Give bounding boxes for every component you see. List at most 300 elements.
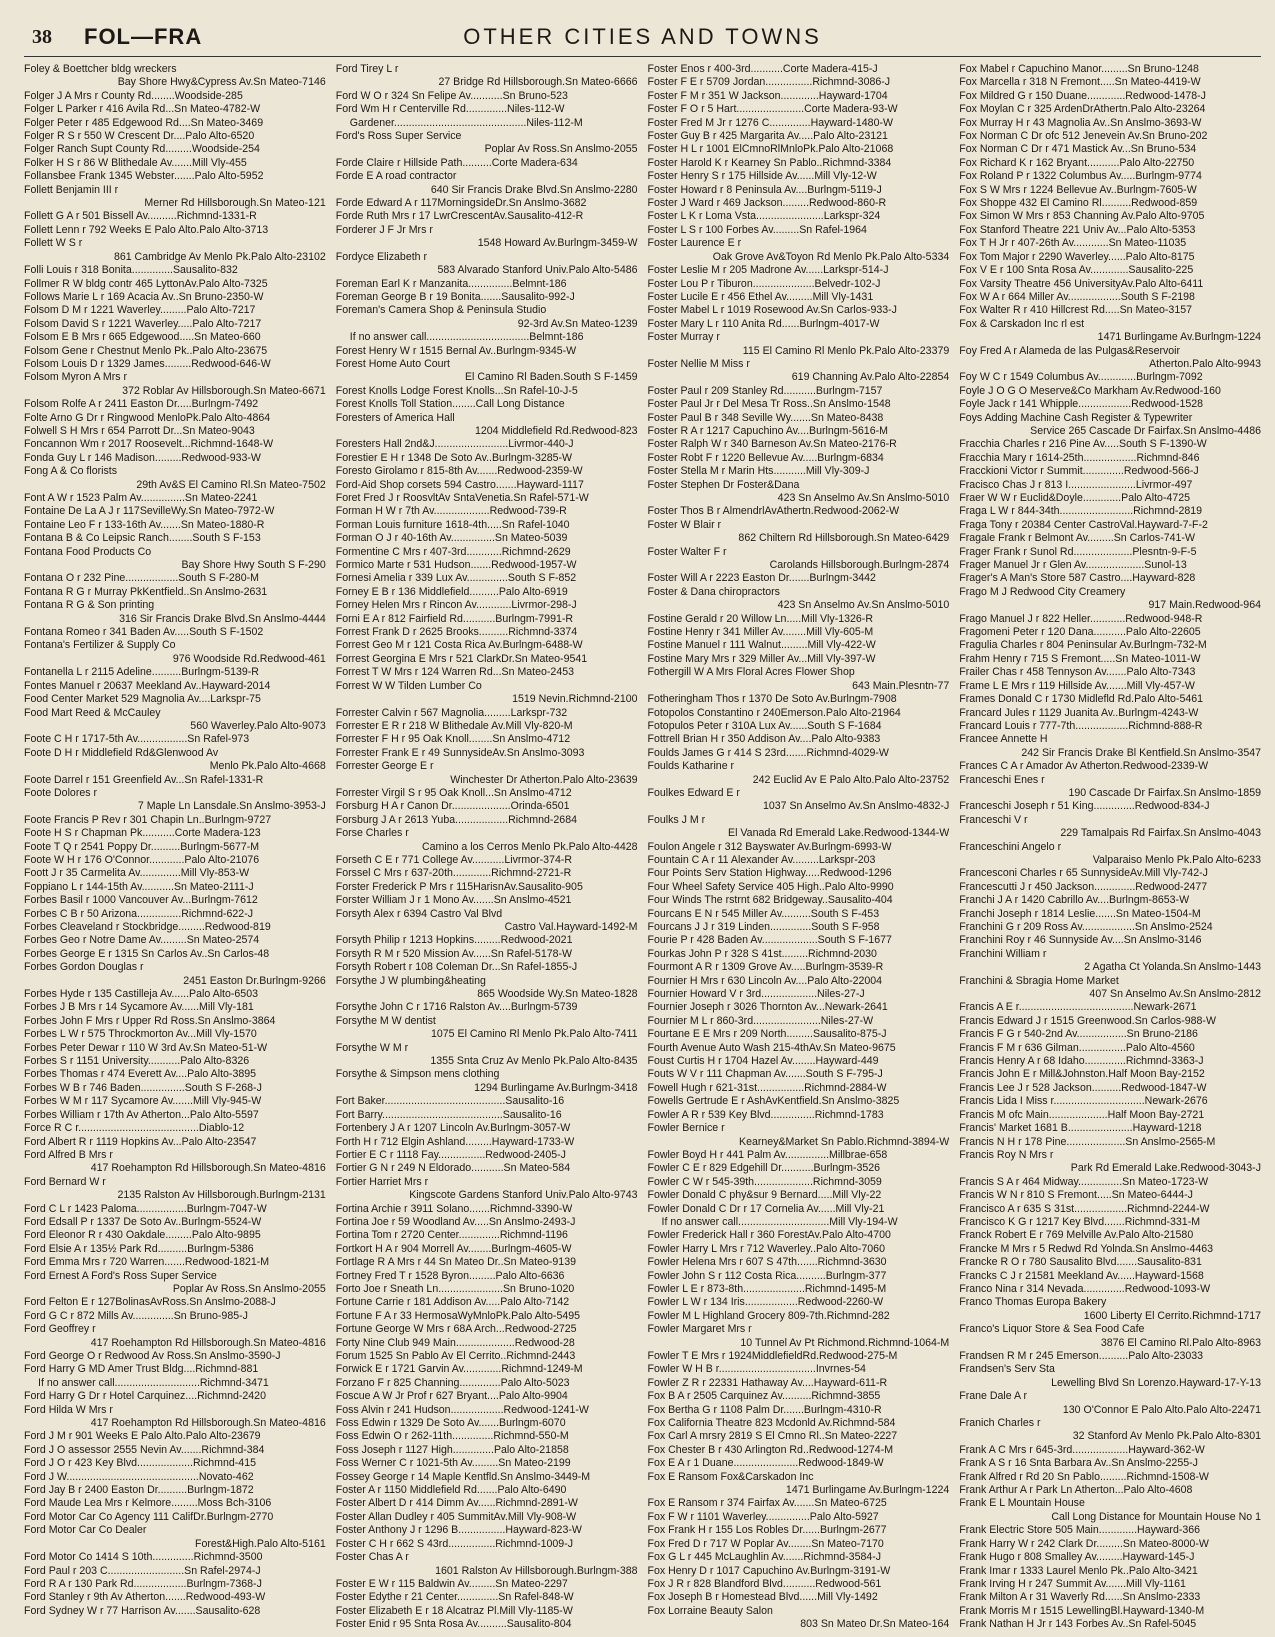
listing-address-line: 917 Main.Redwood-964 (1148, 599, 1261, 612)
listing-entry: Four Points Serv Station Highway.....Redwood-1296 (647, 867, 892, 880)
listing-entry: Foster Murray r (647, 331, 720, 344)
listing-entry: Forest Henry W r 1515 Bernal Av..Burlngm-9345-W (335, 344, 577, 357)
listing-entry: Francke M Mrs r 5 Redwd Rd Yolnda.Sn Anslmo-4463 (959, 1242, 1214, 1255)
listing-address-line: 1037 Sn Anselmo Av.Sn Anslmo-4832-J (762, 800, 950, 813)
listing-entry: Foresters Hall 2nd&J.........................Livrmor-440-J (335, 438, 574, 451)
listing-entry: Foster R A r 1217 Capuchino Av....Burlngm-5616-M (647, 424, 888, 437)
listing-entry: Fortlage R A Mrs r 44 Sn Mateo Dr..Sn Mateo-9139 (335, 1256, 576, 1269)
listing-entry: Fortina Joe r 59 Woodland Av.....Sn Anslmo-2493-J (335, 1215, 576, 1228)
listing-entry: Foley & Boettcher bldg wreckers (24, 63, 177, 75)
listing-entry: Ford's Ross Super Service (335, 130, 462, 143)
listing-entry: Fontana Romeo r 341 Baden Av.....South S F-1502 (24, 626, 264, 639)
listing-entry: Foster Laurence E r (647, 237, 742, 250)
listing-entry: Ford Wm H r Centerville Rd..............Niles-112-W (335, 103, 565, 116)
listing-entry: Francard Jules r 1129 Juanita Av..Burlngm-4243-W (959, 706, 1199, 719)
listing-entry: Fowell Hugh r 621-31st................Richmnd-2884-W (647, 1081, 887, 1094)
listing-address-line: 583 Alvarado Stanford Univ.Palo Alto-5486 (437, 264, 638, 277)
listing-address-line: Bay Shore Hwy South S F-290 (181, 559, 326, 572)
listing-entry: Forster Frederick P Mrs r 115HarisnAv.Sausalito-905 (335, 880, 583, 893)
listing-entry: Ford Hilda W Mrs r (24, 1403, 113, 1416)
listing-entry: Fox S W Mrs r 1224 Bellevue Av..Burlngm-7605-W (959, 183, 1197, 196)
listing-entry: Fordyce Elizabeth r (335, 250, 428, 263)
listing-entry: Fourtane E E Mrs r 209 North.........Sausalito-875-J (647, 1028, 887, 1041)
column-1 (24, 63, 326, 1632)
listing-entry: Franco Nina r 314 Nevada..............Redwood-1093-W (959, 1282, 1211, 1295)
listing-address-line: 229 Tamalpais Rd Fairfax.Sn Anslmo-4043 (1060, 827, 1261, 840)
listing-entry: Francis Henry A r 68 Idaho..............Richmnd-3363-J (959, 1055, 1204, 1068)
listing-entry: Foster Ralph W r 340 Barneson Av.Sn Mateo-2176-R (647, 438, 897, 451)
listing-address-line: 130 O'Connor E Palo Alto.Palo Alto-22471 (1062, 1403, 1261, 1416)
listing-entry: Francesconi Charles r 65 SunnysideAv.Mill Vly-742-J (959, 867, 1208, 880)
listing-entry: Frager Frank r Sunol Rd....................Plesntn-9-F-5 (959, 545, 1197, 558)
listing-entry: Foster J Ward r 469 Jackson.........Redwood-860-R (647, 197, 887, 210)
listing-entry: Foster Henry S r 175 Hillside Av......Mill Vly-12-W (647, 170, 877, 183)
listing-address-line: Forest&High.Palo Alto-5161 (195, 1537, 326, 1550)
listing-address-line: Kingscote Gardens Stanford Univ.Palo Alto-9743 (409, 1189, 638, 1202)
listing-entry: Four Wheel Safety Service 405 High..Palo Alto-9990 (647, 880, 894, 893)
listing-entry: Ford G C r 872 Mills Av..............Sn Bruno-985-J (24, 1309, 248, 1322)
listing-entry: Ford J W.............................................Novato-462 (24, 1470, 254, 1483)
listing-entry: Foresters of America Hall (335, 411, 455, 424)
listing-entry: Forney E B r 136 Middlefield..........Palo Alto-6919 (335, 585, 568, 598)
listing-entry: Fox Joseph B r Homestead Blvd......Mill Vly-1492 (647, 1591, 878, 1604)
listing-entry: Forrest Geo M r 121 Costa Rica Av.Burlngm-6488-W (335, 639, 583, 652)
listing-entry: Follett Benjamin III r (24, 183, 119, 196)
listing-address-line: 2 Agatha Ct Yolanda.Sn Anslmo-1443 (1084, 961, 1261, 974)
column-3 (648, 63, 950, 1632)
listing-entry: Foreman George B r 19 Bonita.......Sausalito-992-J (335, 290, 575, 303)
listing-entry: Fowler L W r 134 Iris..................Redwood-2260-W (647, 1296, 884, 1309)
listing-entry: Ford Alfred B Mrs r (24, 1148, 113, 1161)
listing-entry: Ford R A r 130 Park Rd..................Burlngm-7368-J (24, 1577, 262, 1590)
listing-entry: Frames Donald C r 1730 Midlefld Rd.Palo Alto-5461 (959, 693, 1204, 706)
page-title: OTHER CITIES AND TOWNS (463, 24, 822, 49)
listing-entry: Foote Darrel r 151 Greenfield Av...Sn Rafel-1331-R (24, 773, 264, 786)
listing-entry: Foster C H r 662 S 43rd................Richmnd-1009-J (335, 1537, 574, 1550)
listing-entry: Foster Lou P r Tiburon.....................Belvedr-102-J (647, 277, 881, 290)
listing-entry: Forman H W r 7th Av...................Redwood-739-R (335, 505, 567, 518)
listing-entry: Frane Dale A r (959, 1390, 1027, 1403)
listing-entry: Francis S A r 464 Midway...............Sn Mateo-1723-W (959, 1175, 1209, 1188)
listing-entry: Foster Albert D r 414 Dimm Av......Richmnd-2891-W (335, 1497, 578, 1510)
listing-entry: Fragomeni Peter r 120 Dana...........Palo Alto-22605 (959, 626, 1201, 639)
listing-entry: Francis N H r 178 Pine....................Sn Anslmo-2565-M (959, 1135, 1216, 1148)
listing-entry: Foster Leslie M r 205 Madrone Av......Larkspr-514-J (647, 264, 889, 277)
listing-entry: Foulds Katharine r (647, 760, 735, 773)
listing-entry: Fowler M L Highland Grocery 809-7th.Richmnd-282 (647, 1309, 890, 1322)
listing-entry: Forrest T W Mrs r 124 Warren Rd...Sn Mateo-2453 (335, 666, 574, 679)
listing-entry: Foote H S r Chapman Pk...........Corte Madera-123 (24, 827, 261, 840)
listing-entry: Foott J r 35 Carmelita Av..............Mill Vly-853-W (24, 867, 250, 880)
listing-address-line: Carolands Hillsborough.Burlngm-2874 (769, 559, 950, 572)
listing-entry: Fontaine De La A J r 117SevilleWy.Sn Mateo-7972-W (24, 505, 275, 518)
listing-entry: Forde Claire r Hillside Path..........Corte Madera-634 (335, 156, 578, 169)
listing-entry: Fortney Fred T r 1528 Byron.........Palo Alto-6636 (335, 1269, 565, 1282)
listing-entry: Forrest Georgina E Mrs r 521 ClarkDr.Sn Mateo-9541 (335, 652, 588, 665)
listing-address-line: 7 Maple Ln Lansdale.Sn Anslmo-3953-J (137, 800, 326, 813)
listing-address-line: 1519 Nevin.Richmnd-2100 (512, 693, 638, 706)
listing-entry: Fouts W V r 111 Chapman Av.......South S F-795-J (647, 1068, 883, 1081)
listing-entry: Francis A E r.......................................Newark-2671 (959, 1001, 1197, 1014)
listing-entry: Fourcans E N r 545 Miller Av..........South S F-453 (647, 907, 880, 920)
listing-address-line: 1075 El Camino Rl Menlo Pk.Palo Alto-7411 (431, 1028, 638, 1041)
listing-entry: Fournier Howard V r 3rd...................Niles-27-J (647, 988, 865, 1001)
listing-address-line: Atherton.Palo Alto-9943 (1149, 357, 1261, 370)
listing-entry: Fortune Carrie r 181 Addison Av.....Palo Alto-7142 (335, 1296, 570, 1309)
listing-entry: Forbes Geo r Notre Dame Av.........Sn Mateo-2574 (24, 934, 260, 947)
listing-entry: Foote D H r Middlefield Rd&Glenwood Av (24, 746, 219, 759)
listing-entry: Foret Fred J r RoosvltAv SntaVenetia.Sn Rafel-571-W (335, 492, 589, 504)
listing-entry: Ford Paul r 203 C..........................Sn Rafel-2974-J (24, 1564, 261, 1577)
listing-entry: Fracchia Charles r 216 Pine Av.....South S F-1390-W (959, 438, 1207, 451)
listing-entry: Fox F W r 1101 Waverley...............Palo Alto-5927 (647, 1510, 879, 1523)
listing-entry: Franceschi Enes r (959, 773, 1045, 786)
listing-entry: Forrester E R r 218 W Blithedale Av.Mill Vly-820-M (335, 719, 573, 732)
listing-entry: Francis' Market 1681 B......................Hayward-1218 (959, 1122, 1202, 1135)
listing-address-line: 190 Cascade Dr Fairfax.Sn Anslmo-1859 (1068, 786, 1261, 799)
listing-entry: Fowler Z R r 22331 Hathaway Av....Hayward-611-R (647, 1376, 888, 1389)
listing-entry: Forestier E H r 1348 De Soto Av..Burlngm-3285-W (335, 451, 573, 464)
listing-entry: Foster F M r 351 W Jackson.............Hayward-1704 (647, 89, 888, 102)
listing-entry: Fox Roland P r 1322 Columbus Av.....Burlngm-9774 (959, 170, 1202, 183)
listing-entry: Fourth Avenue Auto Wash 215-4thAv.Sn Mateo-9675 (647, 1041, 896, 1054)
listing-entry: Fortenbery J A r 1207 Lincoln Av.Burlngm-3057-W (335, 1122, 571, 1135)
listing-entry: Ford J M r 901 Weeks E Palo Alto.Palo Alto-23679 (24, 1430, 261, 1443)
listing-entry: Folsom Gene r Chestnut Menlo Pk..Palo Alto-23675 (24, 344, 268, 357)
listing-entry: Frago M J Redwood City Creamery (959, 585, 1126, 598)
listing-entry: Fragulia Charles r 804 Peninsular Av.Burlngm-732-M (959, 639, 1207, 652)
listing-entry: Forbes C B r 50 Arizona...............Richmnd-622-J (24, 907, 254, 920)
listing-entry: Fortina Archie r 3911 Solano.......Richmnd-3390-W (335, 1202, 573, 1215)
listing-entry: Fortier Harriet Mrs r (335, 1175, 429, 1188)
listing-entry: Fowler C W r 545-39th....................Richmnd-3059 (647, 1175, 882, 1188)
listing-entry: Forrester Virgil S r 95 Oak Knoll...Sn Anslmo-4712 (335, 786, 572, 799)
listing-entry: Forsythe & Simpson mens clothing (335, 1068, 500, 1081)
listing-entry: Ford Jay B r 2400 Easton Dr..........Burlngm-1872 (24, 1484, 254, 1497)
entry-range: FOL—FRA (84, 24, 203, 49)
listing-entry: Fowler Margaret Mrs r (647, 1323, 752, 1336)
listing-entry: Forbes Hyde r 135 Castilleja Av......Palo Alto-6503 (24, 988, 258, 1001)
listing-entry: Ford Harry G Dr r Hotel Carquinez....Richmnd-2420 (24, 1390, 266, 1403)
listing-entry: Forbes S r 1151 University...........Palo Alto-8326 (24, 1055, 250, 1068)
listing-entry: Foy Fred A r Alameda de las Pulgas&Reservoir (959, 344, 1181, 357)
listing-entry: Fox G L r 445 McLaughlin Av.......Richmnd-3584-J (647, 1551, 882, 1564)
listing-entry: Foster Mary L r 110 Anita Rd......Burlngm-4017-W (647, 317, 880, 330)
listing-entry: Foster Will A r 2223 Easton Dr.......Burlngm-3442 (647, 572, 876, 585)
listing-entry: Fowler Bernice r (647, 1122, 725, 1135)
listing-entry: Forseth C E r 771 College Av...........Livrmor-374-R (335, 853, 573, 866)
listing-entry: Folker H S r 86 W Blithedale Av.......Mill Vly-455 (24, 156, 247, 169)
listing-entry: Forty Nine Club 949 Main....................Redwood-28 (335, 1336, 575, 1349)
listing-entry: Francis Edward J r 1515 Greenwood.Sn Carlos-988-W (959, 1014, 1216, 1027)
listing-address-line: 862 Chiltern Rd Hillsborough.Sn Mateo-6429 (738, 532, 950, 545)
listing-entry: Fontaine Leo F r 133-16th Av.......Sn Mateo-1880-R (24, 518, 265, 531)
listing-entry: Ford Albert R r 1119 Hopkins Av...Palo Alto-23547 (24, 1135, 257, 1148)
listing-entry: Franco's Liquor Store & Sea Food Cafe (959, 1323, 1145, 1336)
listing-entry: Forrest Frank D r 2625 Brooks..........Richmnd-3374 (335, 626, 578, 639)
listing-entry: Fox Richard K r 162 Bryant...........Palo Alto-22750 (959, 156, 1195, 169)
column-4 (959, 63, 1261, 1632)
listing-entry: Foulks J M r (647, 813, 706, 826)
listing-entry: Foster Fred M Jr r 1276 C..............Hayward-1480-W (647, 116, 893, 129)
listing-address-line: El Vanada Rd Emerald Lake.Redwood-1344-W (728, 827, 950, 840)
listing-entry: Forsyth R M r 520 Mission Av......Sn Rafel-5178-W (335, 947, 573, 960)
listing-entry: Forse Charles r (335, 827, 409, 840)
listing-entry: Fox V E r 100 Snta Rosa Av.............Sausalito-225 (959, 264, 1194, 277)
listing-entry: Fort Barry.........................................Sausalito-16 (335, 1108, 562, 1121)
listing-entry: Ford Motor Co 1414 S 10th..............Richmnd-3500 (24, 1551, 263, 1564)
listing-entry: Fortkort H A r 904 Morrell Av........Burlngm-4605-W (335, 1242, 572, 1255)
listing-entry: Fowler Donald C phy&sur 9 Bernard.....Mill Vly-22 (647, 1189, 882, 1202)
listing-entry: Foster Lucile E r 456 Ethel Av.........Mill Vly-1431 (647, 290, 874, 303)
listing-address-line: 29th Av&S El Camino Rl.Sn Mateo-7502 (136, 478, 326, 491)
listing-entry: Fox Shoppe 432 El Camino Rl..........Redwood-859 (959, 197, 1198, 210)
listing-entry: Francis F M r 636 Gilman................Palo Alto-4560 (959, 1041, 1195, 1054)
listing-entry: Fortune George W Mrs r 68A Arch...Redwood-2725 (335, 1323, 577, 1336)
listing-address-line: 423 Sn Anselmo Av.Sn Anslmo-5010 (777, 599, 950, 612)
listing-entry: Foy W C r 1549 Columbus Av.............Burlngm-7092 (959, 371, 1203, 384)
listing-entry: Franchi Joseph r 1814 Leslie.......Sn Mateo-1504-M (959, 907, 1201, 920)
listing-entry: Ford Edsall P r 1337 De Soto Av..Burlngm-5524-W (24, 1215, 262, 1228)
listing-entry: Foppiano L r 144-15th Av...........Sn Mateo-2111-J (24, 880, 254, 893)
listing-entry: Foster H L r 1001 ElCmnoRlMnloPk.Palo Alto-21068 (647, 143, 894, 156)
listing-entry: Forni E A r 812 Fairfield Rd...........Burlngm-7991-R (335, 612, 574, 625)
listing-entry: Fox E Ransom Fox&Carskadon Inc (647, 1470, 814, 1483)
listing-entry: Folsom Louis D r 1329 James.........Redwood-646-W (24, 357, 271, 370)
listing-continuation: If no answer call...............................Mill Vly-194-W (661, 1215, 898, 1228)
listing-entry: Foster Thos B r AlmendrlAvAthertn.Redwood-2062-W (647, 505, 900, 518)
listing-entry: Fowler A R r 539 Key Blvd...............Richmnd-1783 (647, 1108, 884, 1121)
listing-entry: Foster Enos r 400-3rd...........Corte Madera-415-J (647, 63, 878, 75)
listing-address-line: Oak Grove Av&Toyon Rd Menlo Pk.Palo Alto-5334 (712, 250, 950, 263)
listing-entry: Foster Stella M r Marin Hts...........Mill Vly-309-J (647, 465, 870, 478)
listing-entry: Forrester Calvin r 567 Magnolia.........Larkspr-732 (335, 706, 568, 719)
listing-address-line: 1355 Snta Cruz Av Menlo Pk.Palo Alto-8435 (430, 1055, 638, 1068)
listing-entry: Foster Robt F r 1220 Bellevue Av.....Burlngm-6834 (647, 451, 884, 464)
listing-entry: Forsburg H A r Canon Dr....................Orinda-6501 (335, 800, 570, 813)
listing-address-line: 1548 Howard Av.Burlngm-3459-W (477, 237, 638, 250)
listing-entry: Francis Lida I Miss r...............................Newark-2676 (959, 1095, 1208, 1108)
listing-entry: Fox Simon W Mrs r 853 Channing Av.Palo Alto-9705 (959, 210, 1205, 223)
listing-entry: Ford Felton E r 127BolinasAvRoss.Sn Anslmo-2088-J (24, 1296, 276, 1309)
listing-entry: Fox E A r 1 Duane......................Redwood-1849-W (647, 1457, 884, 1470)
listing-entry: Follett G A r 501 Bissell Av..........Richmnd-1331-R (24, 210, 257, 223)
listing-entry: Foster E W r 115 Baldwin Av.........Sn Mateo-2297 (335, 1577, 568, 1590)
listing-entry: Ford Tirey L r (335, 63, 399, 75)
listing-entry: Fortier G N r 249 N Eldorado...........Sn Mateo-584 (335, 1162, 571, 1175)
listing-entry: Franck Robert E r 769 Melville Av.Palo Alto-21580 (959, 1229, 1194, 1242)
listing-entry: Fontanella L r 2115 Adeline..........Burlngm-5139-R (24, 666, 259, 679)
listing-entry: Frank A C Mrs r 645-3rd...................Hayward-362-W (959, 1443, 1205, 1456)
listing-entry: Foster Paul B r 348 Seville Wy.......Sn Mateo-8438 (647, 411, 884, 424)
listing-entry: Fornesi Amelia r 339 Lux Av..............South S F-852 (335, 572, 577, 585)
listing-entry: Forbes J B Mrs r 14 Sycamore Av......Mill Vly-181 (24, 1001, 254, 1014)
listing-entry: Folger Ranch Supt County Rd.........Woodside-254 (24, 143, 260, 156)
listing-address-line: 640 Sir Francis Drake Blvd.Sn Anslmo-2280 (430, 183, 638, 196)
listing-entry: Forsyth Philip r 1213 Hopkins.........Redwood-2021 (335, 934, 573, 947)
listing-entry: Francard Louis r 777-7th..................Richmnd-888-R (959, 719, 1203, 732)
listing-address-line: 407 Sn Anselmo Av.Sn Anslmo-2812 (1089, 988, 1261, 1001)
listing-entry: Foreman Earl K r Manzanita...............Belmnt-186 (335, 277, 567, 290)
listing-entry: Ford Geoffrey r (24, 1323, 96, 1336)
listing-entry: Forbes George E r 1315 Sn Carlos Av..Sn Carlos-48 (24, 947, 270, 960)
listing-entry: Folsom David S r 1221 Waverley.....Palo Alto-7217 (24, 317, 262, 330)
listing-entry: Fox Stanford Theatre 221 Univ Av...Palo Alto-5353 (959, 223, 1196, 236)
listing-address-line: 560 Waverley.Palo Alto-9073 (190, 719, 326, 732)
listing-entry: Foster F E r 5709 Jordan................Richmnd-3086-J (647, 76, 891, 89)
listing-entry: Foster Edythe r 21 Center..............Sn Rafel-848-W (335, 1591, 574, 1604)
listing-entry: Folger L Parker r 416 Avila Rd...Sn Mateo-4782-W (24, 103, 261, 116)
listing-entry: Fox Norman C Dr ofc 512 Jenevein Av.Sn Bruno-202 (959, 130, 1208, 143)
listing-entry: Fournier H Mrs r 630 Lincoln Av....Palo Alto-22004 (647, 974, 883, 987)
listing-entry: Fourmont A R r 1309 Grove Av.....Burlngm-3539-R (647, 961, 884, 974)
listing-entry: Frank A S r 16 Snta Barbara Av..Sn Anslmo-2255-J (959, 1457, 1198, 1470)
listing-entry: Frank Imar r 1333 Laurel Menlo Pk..Palo Alto-3421 (959, 1564, 1198, 1577)
listing-entry: Francee Annette H (959, 733, 1048, 746)
listing-entry: Fonda Guy L r 146 Madison.........Redwood-933-W (24, 451, 261, 464)
listing-entry: Fox Tom Major r 2290 Waverley......Palo Alto-8175 (959, 250, 1195, 263)
listing-entry: Fowler Harry L Mrs r 712 Waverley..Palo Alto-7060 (647, 1242, 885, 1255)
listing-address-line: 803 Sn Mateo Dr.Sn Mateo-164 (800, 1618, 950, 1631)
listing-entry: Francis Roy N Mrs r (959, 1148, 1054, 1161)
listing-entry: Ford C L r 1423 Paloma.................Burlngm-7047-W (24, 1202, 267, 1215)
listing-entry: Foss Edwin O r 262-11th..............Richmnd-550-M (335, 1430, 569, 1443)
listing-entry: Frank Nathan H Jr r 143 Forbes Av..Sn Rafel-5045 (959, 1618, 1197, 1631)
listing-entry: Fraer W W r Euclid&Doyle.............Palo Alto-4725 (959, 492, 1191, 504)
listing-entry: Foyle J O G O Meserve&Co Markham Av.Redwood-160 (959, 384, 1221, 397)
listing-address-line: 2451 Easton Dr.Burlngm-9266 (183, 974, 326, 987)
listing-entry: Frame L E Mrs r 119 Hillside Av.......Mill Vly-457-W (959, 679, 1195, 692)
listing-entry: Fox B A r 2505 Carquinez Av..........Richmnd-3855 (647, 1390, 881, 1403)
listing-entry: Forbes William r 17th Av Atherton...Palo Alto-5597 (24, 1108, 259, 1121)
listing-entry: Foulds James G r 414 S 23rd.......Richmnd-4029-W (647, 746, 889, 759)
page-number: 38 (32, 26, 52, 48)
listing-entry: Forbes Peter Dewar r 110 W 3rd Av.Sn Mateo-51-W (24, 1041, 268, 1054)
listing-entry: Fong A & Co florists (24, 465, 118, 478)
listing-address-line: 417 Roehampton Rd Hillsborough.Sn Mateo-4816 (90, 1162, 326, 1175)
listing-entry: Forde Ruth Mrs r 17 LwrCrescentAv.Sausalito-412-R (335, 210, 584, 223)
listing-entry: Francisco K G r 1217 Key Blvd.......Richmnd-331-M (959, 1215, 1201, 1228)
listing-address-line: 316 Sir Francis Drake Blvd.Sn Anslmo-4444 (119, 612, 326, 625)
listing-entry: Francis John E r Mill&Johnston.Half Moon Bay-2152 (959, 1068, 1205, 1081)
listing-entry: Forto Joe r Sneath Ln......................Sn Bruno-1020 (335, 1282, 575, 1295)
listing-entry: Ford Motor Car Co Agency 111 CalifDr.Burlngm-2770 (24, 1510, 274, 1523)
listing-entry: Frago Manuel J r 822 Heller............Redwood-948-R (959, 612, 1203, 625)
listing-entry: Fox Marcella r 318 N Fremont.....Sn Mateo-4419-W (959, 76, 1201, 89)
listing-entry: Fourkas John P r 328 S 41st.........Richmnd-2030 (647, 947, 877, 960)
listing-entry: Fountain C A r 11 Alexander Av.........Larkspr-203 (647, 853, 876, 866)
listing-entry: Foresto Girolamo r 815-8th Av.......Redwood-2359-W (335, 465, 583, 478)
listing-entry: Ford Emma Mrs r 720 Warren.......Redwood-1821-M (24, 1256, 270, 1269)
listing-entry: Francis W N r 810 S Fremont.....Sn Mateo-6444-J (959, 1189, 1193, 1202)
listing-entry: Ford Elsie A r 135½ Park Rd..........Burlngm-5386 (24, 1242, 254, 1255)
listing-entry: Fox W A r 664 Miller Av..................South S F-2198 (959, 290, 1195, 303)
listing-entry: Ford W O r 324 Sn Felipe Av...........Sn Bruno-523 (335, 89, 568, 102)
listing-entry: Forman Louis furniture 1618-4th.....Sn Rafel-1040 (335, 518, 570, 531)
listing-entry: Fotopolos Constantino r 240Emerson.Palo Alto-21964 (647, 706, 901, 719)
listing-entry: Frahm Henry r 715 S Fremont.....Sn Mateo-1011-W (959, 652, 1201, 665)
listing-entry: Foster A r 1150 Middlefield Rd.......Palo Alto-6490 (335, 1484, 567, 1497)
listing-entry: Forbes Gordon Douglas r (24, 961, 144, 974)
listing-entry: Foster L S r 100 Forbes Av.........Sn Rafel-1964 (647, 223, 867, 236)
listing-entry: Follett Lenn r 792 Weeks E Palo Alto.Palo Alto-3713 (24, 223, 269, 236)
listing-entry: Foster Paul Jr r Del Mesa Tr Ross..Sn Anslmo-1548 (647, 398, 891, 411)
listing-entry: Forrest W W Tilden Lumber Co (335, 679, 482, 692)
listing-entry: Forbes Cleaveland r Stockbridge.........Redwood-819 (24, 921, 271, 933)
listing-entry: Fostine Henry r 341 Miller Av........Mill Vly-605-M (647, 626, 874, 639)
listing-entry: Forwick E r 1721 Garvin Av.............Richmnd-1249-M (335, 1363, 583, 1376)
listing-entry: Ford Motor Car Co Dealer (24, 1524, 147, 1537)
listing-address-line: 242 Euclid Av E Palo Alto.Palo Alto-23752 (752, 773, 950, 786)
listing-entry: Foster Elizabeth E r 18 Alcatraz Pl.Mill Vly-1185-W (335, 1604, 573, 1617)
listing-entry: Fowler John S r 112 Costa Rica..........Burlngm-377 (647, 1269, 887, 1282)
listing-entry: Fracisco Chas J r 813 I.......................Livrmor-497 (959, 478, 1193, 491)
listing-entry: Forrester George E r (335, 760, 434, 773)
listing-entry: Ford J O r 423 Key Blvd...................Richmnd-415 (24, 1457, 256, 1470)
listing-entry: Frailer Chas r 458 Tennyson Av.......Palo Alto-7343 (959, 666, 1196, 679)
listing-entry: Foster Paul r 209 Stanley Rd...........Burlngm-7157 (647, 384, 883, 397)
listing-entry: Fortier E C r 1118 Fay................Redwood-2405-J (335, 1148, 566, 1161)
listing-address-line: 10 Tunnel Av Pt Richmond.Richmnd-1064-M (740, 1336, 950, 1349)
page-header (24, 12, 1261, 57)
listing-address-line: 865 Woodside Wy.Sn Mateo-1828 (477, 988, 638, 1001)
listing-entry: Ford J O assessor 2555 Nevin Av.......Richmnd-384 (24, 1443, 265, 1456)
listing-entry: Fox E Ransom r 374 Fairfax Av.......Sn Mateo-6725 (647, 1497, 887, 1510)
listing-entry: Fox Fred D r 717 W Poplar Av........Sn Mateo-7170 (647, 1537, 884, 1550)
listing-entry: Fostine Gerald r 20 Willow Ln.....Mill Vly-1326-R (647, 612, 873, 625)
listing-entry: Frank Irving H r 247 Summit Av.......Mill Vly-1161 (959, 1577, 1186, 1590)
listing-entry: Ford Harry G MD Amer Trust Bldg....Richmnd-881 (24, 1363, 259, 1376)
listing-entry: Foys Adding Machine Cash Register & Typewriter (959, 411, 1193, 424)
listing-entry: Formentine C Mrs r 407-3rd............Richmnd-2629 (335, 545, 571, 558)
listing-address-line: Camino a los Cerros Menlo Pk.Palo Alto-4428 (421, 840, 638, 853)
listing-entry: Fournier M L r 860-3rd.......................Niles-27-W (647, 1014, 874, 1027)
listing-entry: Font A W r 1523 Palm Av...............Sn Mateo-2241 (24, 492, 258, 504)
listing-entry: Franchini William r (959, 947, 1047, 960)
listing-entry: Frager's A Man's Store 587 Castro....Hayward-828 (959, 572, 1196, 585)
listing-entry: Fox Murray H r 43 Magnolia Av..Sn Anslmo-3693-W (959, 116, 1202, 129)
listing-entry: Folsom Myron A Mrs r (24, 371, 128, 384)
listing-entry: Food Center Market 529 Magnolia Av....Larkspr-75 (24, 693, 261, 706)
listing-address-line: Castro Val.Hayward-1492-M (504, 921, 638, 933)
listing-address-line: 1294 Burlingame Av.Burlngm-3418 (474, 1081, 638, 1094)
listing-entry: Fracchia Mary r 1614-25th..................Richmnd-846 (959, 451, 1200, 464)
listing-entry: Fox Norman C Dr r 471 Mastick Av...Sn Bruno-534 (959, 143, 1197, 156)
listing-entry: Food Mart Reed & McCauley (24, 706, 161, 719)
listing-address-line: 1600 Liberty El Cerrito.Richmnd-1717 (1083, 1309, 1261, 1322)
listing-entry: Foster Guy B r 425 Margarita Av.....Palo Alto-23121 (647, 130, 888, 143)
listing-entry: Folger J A Mrs r County Rd........Woodside-285 (24, 89, 243, 102)
listing-entry: Forsythe M W dentist (335, 1014, 436, 1027)
listing-entry: Franceschi Joseph r 51 King..............Redwood-834-J (959, 800, 1210, 813)
listing-address-line: 27 Bridge Rd Hillsborough.Sn Mateo-6666 (438, 76, 638, 89)
listing-entry: Fournier Joseph r 3026 Thornton Av...Newark-2641 (647, 1001, 888, 1014)
listing-entry: Forest Knolls Toll Station........Call Long Distance (335, 398, 565, 411)
listing-entry: Fowler L E r 873-8th.....................Richmnd-1495-M (647, 1282, 887, 1295)
listing-address-line: 976 Woodside Rd.Redwood-461 (172, 652, 326, 665)
listing-entry: Fox Bertha G r 1108 Palm Dr.......Burlngm-4310-R (647, 1403, 882, 1416)
listing-entry: Fontana R G & Son printing (24, 599, 155, 612)
listing-address-line: Poplar Av Ross.Sn Anslmo-2055 (172, 1282, 326, 1295)
listing-address-line: Winchester Dr Atherton.Palo Alto-23639 (450, 773, 638, 786)
listing-entry: Fox Mildred G r 150 Duane.............Redwood-1478-J (959, 89, 1206, 102)
listing-entry: Forssel C Mrs r 637-20th.............Richmnd-2721-R (335, 867, 572, 880)
listing-entry: Fontana O r 232 Pine..................South S F-280-M (24, 572, 259, 585)
listing-entry: Frank Harry W r 242 Clark Dr.........Sn Mateo-8000-W (959, 1537, 1209, 1550)
listing-entry: Fowler Boyd H r 441 Palm Av...............Millbrae-658 (647, 1148, 888, 1161)
listing-entry: Fox Mabel r Capuchino Manor.........Sn Bruno-1248 (959, 63, 1199, 75)
listing-entry: Fotopulos Peter r 310A Lux Av......South S F-1684 (647, 719, 882, 732)
